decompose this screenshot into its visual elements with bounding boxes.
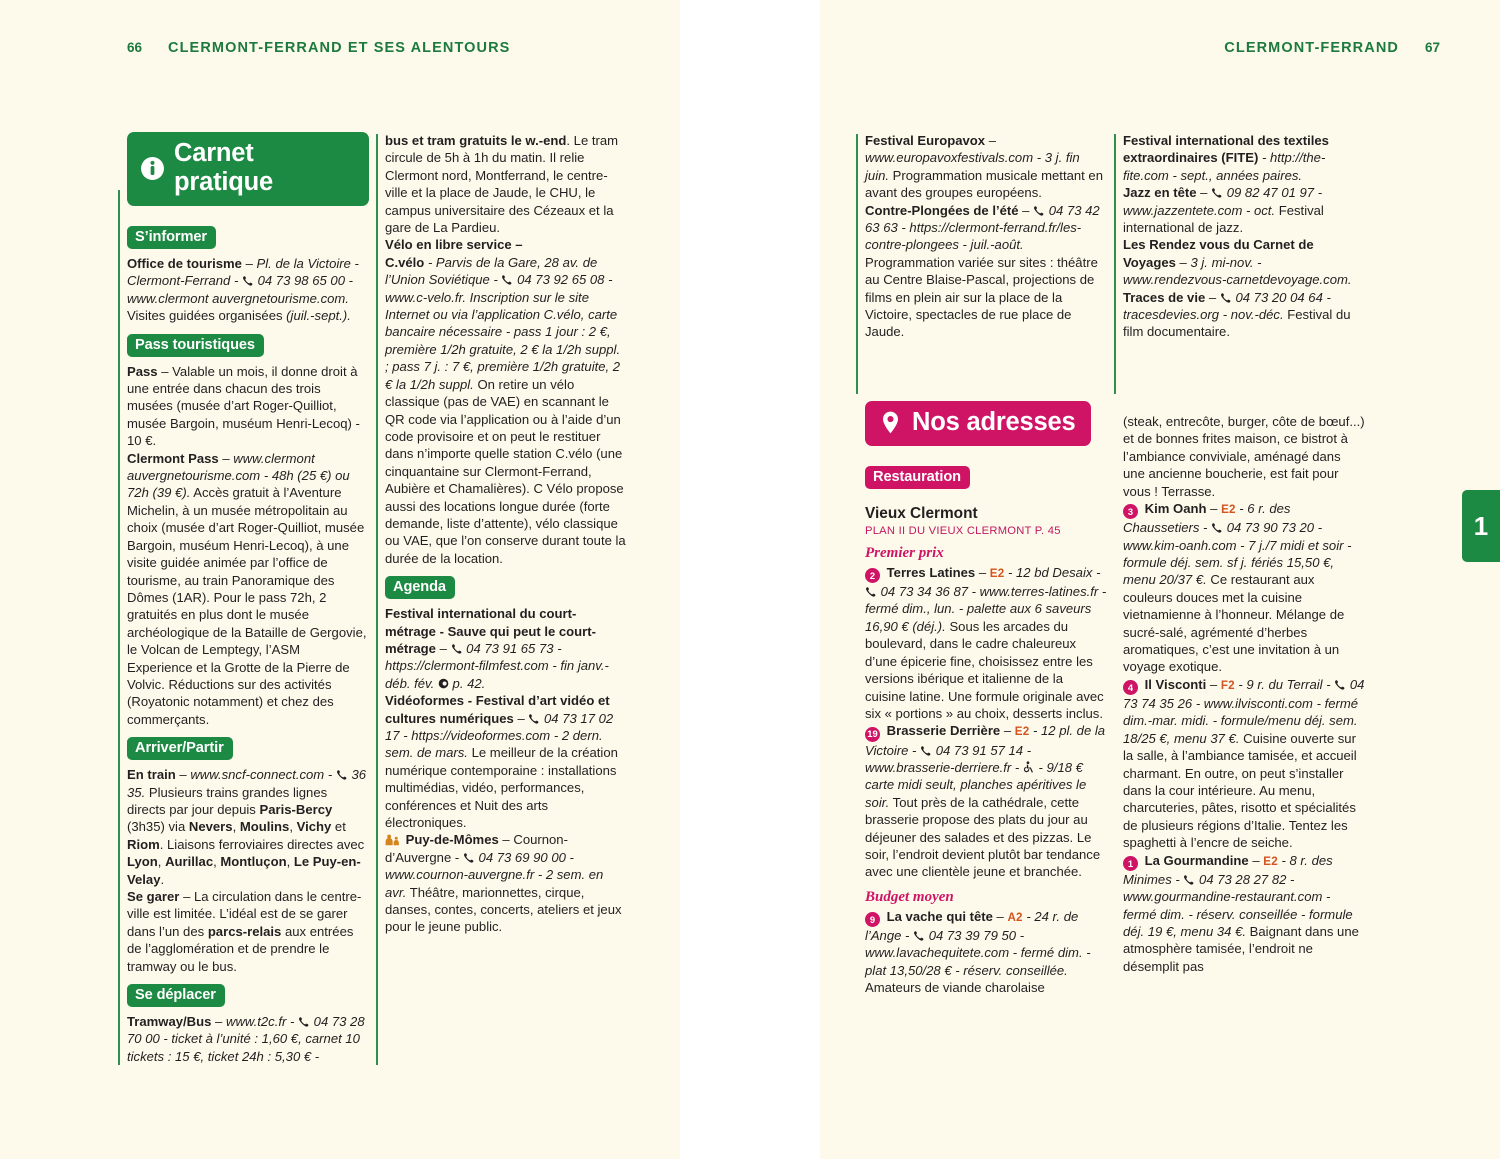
entry-title: Il Visconti <box>1144 676 1207 692</box>
column-4-restaurants <box>1123 413 1365 975</box>
entry-title: Traces de vie <box>1123 289 1206 305</box>
entry-agenda-court-metrage <box>385 605 627 692</box>
column-2-agenda <box>385 605 627 936</box>
entry-dash: – <box>1022 202 1030 218</box>
phone-icon <box>242 274 254 286</box>
phone-icon <box>865 585 877 597</box>
entry-phone: 04 73 28 27 82 <box>1199 871 1287 887</box>
entry-text: Ce restaurant aux couleurs douces met la cuisine vietnamienne à l’honneur. Mélange de sucré-salé, agrémenté d’herbes aromatiques, c’est une invitation à un voyage exotique. <box>1123 572 1345 675</box>
entry-title: Tramway/Bus <box>127 1014 212 1030</box>
column-1 <box>127 132 369 1065</box>
entry-text: Plusieurs trains grandes lignes directs par jour depuis <box>127 784 328 817</box>
phone-icon <box>463 851 475 863</box>
phone-icon <box>501 273 513 285</box>
city: Aurillac <box>165 854 214 870</box>
entry-text: Baignant dans une atmosphère tamisée, l’endroit ne désemplit pas <box>1123 924 1359 974</box>
phone-icon <box>1033 204 1045 216</box>
entry-detail: - www.gourmandine-restaurant.com - fermé dim. - réserv. conseillée - formule déj. 19 €, menu 34 €. <box>1123 871 1353 940</box>
info-circle-icon <box>140 156 165 181</box>
city: Montluçon <box>220 854 287 870</box>
city: Nevers <box>188 819 233 835</box>
entry-phone: 04 73 91 57 14 <box>935 742 1024 758</box>
entry-agenda-videoformes <box>385 692 627 831</box>
phone-icon <box>913 929 925 941</box>
city: Paris-Bercy <box>259 801 333 817</box>
entry-phone: 04 73 90 73 20 <box>1226 520 1315 536</box>
entry-dash: – <box>502 832 510 848</box>
entry-text: – La circulation dans le centre-ville est limitée. L’idéal est de se garer dans l’un des <box>127 889 362 939</box>
cross-reference-icon <box>438 676 449 687</box>
budget-moyen: Budget moyen <box>865 888 954 905</box>
entry-la-gourmandine <box>1123 852 1365 976</box>
entry-web: www.clermont auvergnetourisme.com. <box>127 290 349 306</box>
entry-cross-ref: p. 42. <box>452 675 486 691</box>
entry-place: Cournon-d’Auvergne - <box>385 832 568 865</box>
entry-text: Théâtre, marionnettes, cirque, danses, contes, concerts, ateliers et jeux pour le jeune public. <box>385 884 622 935</box>
running-head-left <box>127 40 510 56</box>
entry-dash: – <box>1200 185 1208 201</box>
phone-icon <box>451 642 463 654</box>
entry-brasserie-derriere <box>865 722 1107 880</box>
entry-title: Festival Europavox <box>865 133 986 148</box>
city: Vichy <box>296 819 332 835</box>
entry-text: Festival du film documentaire. <box>1123 307 1351 340</box>
entry-dash: – <box>1179 254 1187 270</box>
column-1-body-4 <box>127 1013 369 1065</box>
column-rule <box>118 190 120 1065</box>
entry-title: Vélo en libre service – <box>385 237 523 253</box>
entry-detail: - www.lavachequitete.com - fermé dim. - plat 13,50/28 € - réserv. conseillée. <box>865 927 1091 978</box>
entry-title: Festival international du court-métrage - Sauve qui peut le court-métrage <box>385 606 596 656</box>
entry-phone: 04 73 20 04 64 <box>1235 289 1323 305</box>
wheelchair-icon <box>1023 761 1035 774</box>
entry-dash: – <box>978 564 987 580</box>
entry-text: Accès gratuit à l’Aventure Michelin, à un musée métropolitain au choix (musée d’art Roger-Quilliot, musée Bargoin, muséum Henri-Lecoq), à une visite guidée animée par l’office de tourisme, au train Panoramique des Dômes (1AR). Pour le pass 72h, 2 gratuités en plus dont le musée archéologique de la Bataille de Gergovie, le Volcan de Lemptegy, l’ASM Experience et la Grotte de la Pierre de Volvic. Réductions sur des activités (Royatonic notamment) et chez des commerçants. <box>127 485 367 727</box>
entry-text: – Valable un mois, il donne droit à une entrée dans chacun des trois musées (musée d’art Roger-Quilliot, musée Bargoin, muséum Henri-Lecoq) - 10 €. <box>127 363 360 449</box>
entry-text-start: Amateurs de viande charolaise <box>865 980 1045 996</box>
page-gutter <box>680 0 820 1159</box>
entry-title: En train <box>127 767 176 783</box>
entry-dash: – <box>996 908 1004 924</box>
entry-phone: 04 73 34 36 87 <box>880 584 969 600</box>
rubrique-se-deplacer: Se déplacer <box>127 984 225 1007</box>
column-rule <box>376 134 378 1065</box>
column-rule <box>856 134 858 394</box>
highlight: parcs-relais <box>207 923 282 939</box>
entry-text-continued: (steak, entrecôte, burger, côte de bœuf...) et de bonnes frites maison, ce bistrot à l’ambiance conviviale, aménagé dans une ancienne boucherie, est fait pour vous ! Terrasse. <box>1123 413 1365 499</box>
map-zone: E2 <box>1014 725 1030 739</box>
entry-title: La vache qui tête <box>886 908 993 924</box>
entry-title: Kim Oanh <box>1144 500 1207 516</box>
entry-web: www.sncf-connect.com - <box>190 767 333 783</box>
entry-text: . Le tram circule de 5h à 1h du matin. Il relie Clermont nord, Montferrand, le centre-ville et la place de Jaude, le CHU, le campus universitaire des Cézeaux et la gare de La Pardieu. <box>385 133 619 236</box>
entry-phone: 04 73 98 65 00 <box>257 273 345 289</box>
entry-detail: - www.c-velo.fr. Inscription sur le site Internet ou via l’application C.vélo, carte bancaire nécessaire - pass 1 jour : 2 €, première 1/2h gratuite, 2 € la 1/2h suppl. ; pass 7 j. : 7 €, première 1/2h gratuite, 2 € la 1/2h suppl. <box>385 272 621 392</box>
entry-address: - 12 bd Desaix - <box>1008 564 1101 580</box>
entry-detail: - https://clermont-filmfest.com - fin janv.-déb. fév. <box>385 640 609 691</box>
rubrique-sinformer: S’informer <box>127 226 216 249</box>
carnet-pratique-banner <box>127 132 369 206</box>
entry-title: Terres Latines <box>886 564 976 580</box>
entry-text: . Liaisons ferroviaires directes avec <box>159 836 365 852</box>
phone-icon <box>528 712 540 724</box>
entry-kim-oanh <box>1123 500 1365 676</box>
carnet-pratique-label: Carnet pratique <box>174 139 273 196</box>
entry-web: www.t2c.fr - <box>225 1014 295 1030</box>
phone-icon <box>298 1015 310 1027</box>
entry-title: Brasserie Derrière <box>886 723 1001 739</box>
map-number-badge: 4 <box>1123 680 1138 695</box>
entry-agenda-jazz-en-tete <box>1123 184 1365 236</box>
entry-agenda-fite <box>1123 132 1365 184</box>
column-1-body <box>127 255 369 325</box>
entry-terres-latines <box>865 564 1107 722</box>
entry-address: - 6 r. des Chaussetiers - <box>1123 500 1291 536</box>
column-4-agenda <box>1123 132 1365 341</box>
entry-detail: - https://clermont-ferrand.fr/les-contre-plongees - juil.-août. <box>865 220 1082 253</box>
left-page <box>0 0 680 1159</box>
entry-title: La Gourmandine <box>1144 852 1249 868</box>
entry-phone: 04 73 69 90 00 <box>478 849 566 865</box>
entry-title: Vidéoformes - Festival d’art vidéo et cultures numériques <box>385 693 610 726</box>
entry-bold-mid: bus et tram gratuits le w.-end <box>385 133 567 148</box>
entry-la-vache-qui-tete <box>865 908 1107 997</box>
entry-dash: – <box>1252 852 1260 868</box>
running-head-right <box>1224 40 1440 56</box>
map-number-badge: 2 <box>865 568 880 583</box>
entry-note-italic: (juil.-sept.). <box>286 308 351 324</box>
entry-address: Pl. de la Victoire - Clermont-Ferrand - <box>127 256 359 289</box>
entry-address: - 12 pl. de la Victoire - <box>865 723 1106 758</box>
left-columns <box>127 132 627 1065</box>
chapter-tab[interactable]: 1 <box>1462 490 1500 562</box>
entry-detail: - www.cournon-auvergne.fr - 2 sem. en avr. <box>385 849 604 900</box>
entry-dash: – <box>988 133 997 148</box>
family-icon <box>385 833 400 845</box>
nos-adresses-label: Nos adresses <box>912 407 1076 436</box>
phone-icon <box>336 768 348 780</box>
entry-phone: 04 73 39 79 50 <box>928 927 1017 943</box>
map-zone: E2 <box>1221 502 1236 516</box>
entry-title: Les Rendez vous du Carnet de Voyages <box>1123 237 1314 270</box>
entry-dash: – <box>517 710 525 726</box>
entry-title: Clermont Pass <box>127 450 219 466</box>
entry-clermont-pass: Clermont Pass – www.clermont auvergnetourisme.com - 48h (25 €) ou 72h (39 €). Accès gratuit à l’Aventure Michelin, à un musée métropolitain au choix (musée d’art Roger-Quilliot, musée Bargoin, muséum Henri-Lecoq), à une visite guidée animée par l’office de tourisme, au train Panoramique des Dômes (1AR). Pour le pass 72h, 2 gratuités en plus dont le musée archéologique de la Bataille de Gergovie, le Volcan de Lemptegy, l’ASM Experience et la Grotte de la Pierre de Volvic. Réductions sur des activités (Royatonic notamment) et chez des commerçants. <box>127 450 367 727</box>
entry-text: aux entrées de l’agglomération et de prendre le tramway ou le bus. <box>127 923 354 974</box>
entry-agenda-europavox <box>865 132 1107 202</box>
phone-icon <box>1211 186 1223 198</box>
quartier-heading: Vieux Clermont <box>865 504 978 522</box>
city: Moulins <box>239 819 290 835</box>
column-3-agenda <box>865 132 1107 341</box>
entry-text: On retire un vélo classique (pas de VAE) en scannant le QR code via l’application ou à l’aide d’un code provisoire et on peut le restituer dans n’importe quelle station C.vélo (une cinquantaine sur Clermont-Ferrand, Aubière et Chamalières). C Vélo propose aussi des locations longue durée (forte demande, liste d’attente), vélo classique ou VAE, que l’on conserve durant toute la durée de la location. <box>385 376 626 566</box>
entry-title: Pass <box>127 363 158 379</box>
map-number-badge: 9 <box>865 912 880 927</box>
folio-left: 66 <box>127 40 143 55</box>
entry-detail: - www.ilvisconti.com - fermé dim.-mar. midi. - formule/menu déj. sem. 18/25 €, menu 37 €. <box>1123 695 1359 746</box>
city: Lyon <box>127 854 158 870</box>
column-3-restaurants <box>865 564 1107 881</box>
entry-detail: - www.terres-latines.fr - fermé dim., lun. - palette aux 6 saveurs 16,90 € (déj.). <box>865 584 1107 634</box>
entry-phone: 04 73 28 70 00 <box>127 1014 365 1047</box>
city: Le Puy-en-Velay <box>127 854 361 887</box>
entry-tramway-continued <box>385 132 627 236</box>
entry-detail: www.europavoxfestivals.com - 3 j. fin juin. <box>865 150 1080 183</box>
phone-icon <box>1211 521 1223 533</box>
column-2-body <box>385 132 627 567</box>
folio-right: 67 <box>1424 40 1440 55</box>
entry-address: - 24 r. de l’Ange - <box>865 908 1079 943</box>
map-pin-icon <box>878 410 903 435</box>
entry-title: Puy-de-Mômes <box>405 832 499 848</box>
map-zone: A2 <box>1007 910 1023 924</box>
entry-title: Jazz en tête <box>1123 185 1197 201</box>
entry-text: et <box>331 819 346 835</box>
entry-pass <box>127 363 369 450</box>
column-3 <box>865 132 1107 997</box>
entry-agenda-carnet-de-voyages <box>1123 236 1365 288</box>
entry-phone: 04 73 42 63 63 <box>865 202 1100 236</box>
entry-detail: - www.jazzentete.com - oct. <box>1123 185 1323 218</box>
entry-dash: – <box>1209 676 1218 692</box>
entry-text: Le meilleur de la création numérique contemporaine : installations multimédias, vidéo, performances, conférences et Nuit des arts électroniques. <box>385 745 618 831</box>
city: Riom <box>127 836 160 852</box>
entry-title: Office de tourisme <box>127 256 242 271</box>
entry-title: Festival international des textiles extraordinaires (FITE) <box>1123 133 1329 166</box>
nos-adresses-banner <box>865 401 1091 446</box>
entry-title: Se garer <box>127 889 180 904</box>
entry-dash: – <box>1210 500 1218 516</box>
map-zone: E2 <box>989 566 1005 580</box>
entry-text: (3h35) via <box>127 819 189 835</box>
rubrique-restauration: Restauration <box>865 466 970 489</box>
entry-dash: – <box>1208 289 1217 305</box>
entry-phone: 04 73 17 02 17 <box>385 710 614 743</box>
entry-title: Contre-Plongées de l’été <box>865 202 1019 218</box>
rubrique-agenda: Agenda <box>385 576 455 599</box>
entry-note: Visites guidées organisées <box>127 308 283 324</box>
rubrique-pass-touristiques: Pass touristiques <box>127 334 264 357</box>
entry-detail: - tracesdevies.org - nov.-déc. <box>1123 289 1331 323</box>
entry-detail: - https://videoformes.com - 2 dern. sem. de mars. <box>385 728 603 761</box>
entry-il-visconti <box>1123 676 1365 852</box>
entry-la-vache-continued <box>1123 413 1365 500</box>
column-3-restaurants-2 <box>865 908 1107 997</box>
entry-detail: - www.brasserie-derriere.fr - <box>865 742 1032 775</box>
entry-detail: - ticket à l’unité : 1,60 €, carnet 10 tickets : 15 €, ticket 24h : 5,30 € - <box>127 1031 360 1064</box>
entry-agenda-traces-de-vie <box>1123 289 1365 341</box>
entry-velo <box>385 236 627 567</box>
entry-agenda-puy-de-momes <box>385 831 627 935</box>
entry-text: Programmation variée sur sites : théâtre au Centre Blaise-Pascal, projections de films en plein air sur la place de la Victoire, spectacles de rue place de Jaude. <box>865 254 1098 340</box>
entry-text: Sous les arcades du boulevard, dans le cadre chaleureux d’une épicerie fine, choisissez entre les versions ibérique et italienne de la cuisine latine. Une formule originale avec six « portions » au choix, desserts inclus. <box>865 618 1104 721</box>
phone-icon <box>1220 291 1232 303</box>
phone-icon <box>920 744 932 756</box>
entry-dash: – <box>1003 723 1012 739</box>
entry-phone: 04 73 92 65 08 <box>517 272 605 288</box>
entry-detail: www.clermont auvergnetourisme.com - 48h (25 €) ou 72h (39 €). <box>127 450 350 501</box>
entry-agenda-contre-plongees <box>865 202 1107 341</box>
running-head-title-left: CLERMONT-FERRAND ET SES ALENTOURS <box>168 40 511 56</box>
entry-address: - 9 r. du Terrail - <box>1238 676 1331 692</box>
entry-text: Tout près de la cathédrale, cette brasserie propose des plats du jour au déjeuner des salades et des pizzas. Le soir, l’endroit devient plutôt bar tendance avec une clientèle jeune et branchée. <box>865 794 1101 880</box>
entry-operator: C.vélo <box>385 254 425 270</box>
budget-premier-prix: Premier prix <box>865 544 944 561</box>
right-columns <box>865 132 1365 997</box>
column-4 <box>1123 132 1365 997</box>
running-head-title-right: CLERMONT-FERRAND <box>1224 40 1399 56</box>
entry-dash: – <box>439 640 447 656</box>
entry-text: . <box>160 871 165 887</box>
map-zone: E2 <box>1263 854 1278 868</box>
phone-icon <box>1334 678 1346 690</box>
map-zone: F2 <box>1220 678 1235 692</box>
entry-text: Festival international de jazz. <box>1123 202 1324 236</box>
entry-detail: 3 j. mi-nov. - www.rendezvous-carnetdevoyage.com. <box>1123 254 1352 288</box>
entry-detail: - http://the-fite.com - sept., années paires. <box>1123 150 1326 183</box>
right-page <box>820 0 1500 1159</box>
column-2 <box>385 132 627 1065</box>
entry-phone: 04 73 74 35 26 <box>1123 676 1365 711</box>
column-1-body-2 <box>127 363 369 729</box>
entry-en-train: En train – www.sncf-connect.com - 36 35. Plusieurs trains grandes lignes directs par jour depuis Paris-Bercy (3h35) via Nevers, Moulins, Vichy et Riom. Liaisons ferroviaires directes avec Lyon, Aurillac, Montluçon, Le Puy-en-Velay. <box>127 767 367 887</box>
entry-address: - Parvis de la Gare, 28 av. de l’Union Soviétique - <box>385 254 598 288</box>
entry-se-garer <box>127 888 369 975</box>
entry-text: Cuisine ouverte sur la salle, à l’ambiance tamisée, et accueil charmant. En outre, on peut s’installer dans la cour intérieure. Au menu, charcuteries, pâtes, risotto et spécialités de plusieurs régions d’Italie. Tentez les spaghetti à l’encre de seiche. <box>1123 730 1357 851</box>
entry-detail-2: - 9/18 € carte midi seult, planches apéritives le soir. <box>865 759 1087 810</box>
entry-office-tourisme: Office de tourisme – Pl. de la Victoire - Clermont-Ferrand - 04 73 98 65 00 - www.clermont auvergnetourisme.com. Visites guidées organisées (juil.-sept.). <box>127 256 359 324</box>
entry-phone: 09 82 47 01 97 <box>1226 185 1315 201</box>
column-1-body-3 <box>127 766 369 975</box>
entry-text: Programmation musicale mettant en avant des groupes européens. <box>865 167 1103 201</box>
rubrique-arriver-partir: Arriver/Partir <box>127 737 233 760</box>
entry-phone: 04 73 91 65 73 <box>466 640 554 656</box>
map-number-badge: 19 <box>865 727 880 742</box>
plan-reference: PLAN II DU VIEUX CLERMONT P. 45 <box>865 524 1061 537</box>
map-number-badge: 3 <box>1123 504 1138 519</box>
entry-phone: 36 35. <box>127 767 367 800</box>
phone-icon <box>1183 873 1195 885</box>
map-number-badge: 1 <box>1123 856 1138 871</box>
entry-address: - 8 r. des Minimes - <box>1123 852 1333 887</box>
column-rule <box>1114 134 1116 394</box>
entry-tramway-bus: Tramway/Bus – www.t2c.fr - 04 73 28 70 00 - ticket à l’unité : 1,60 €, carnet 10 tickets : 15 €, ticket 24h : 5,30 € - <box>127 1014 365 1064</box>
entry-detail: - www.kim-oanh.com - 7 j./7 midi et soir - formule déj. sem. sf j. fériés 15,50 €, menu 20/37 €. <box>1123 520 1352 588</box>
